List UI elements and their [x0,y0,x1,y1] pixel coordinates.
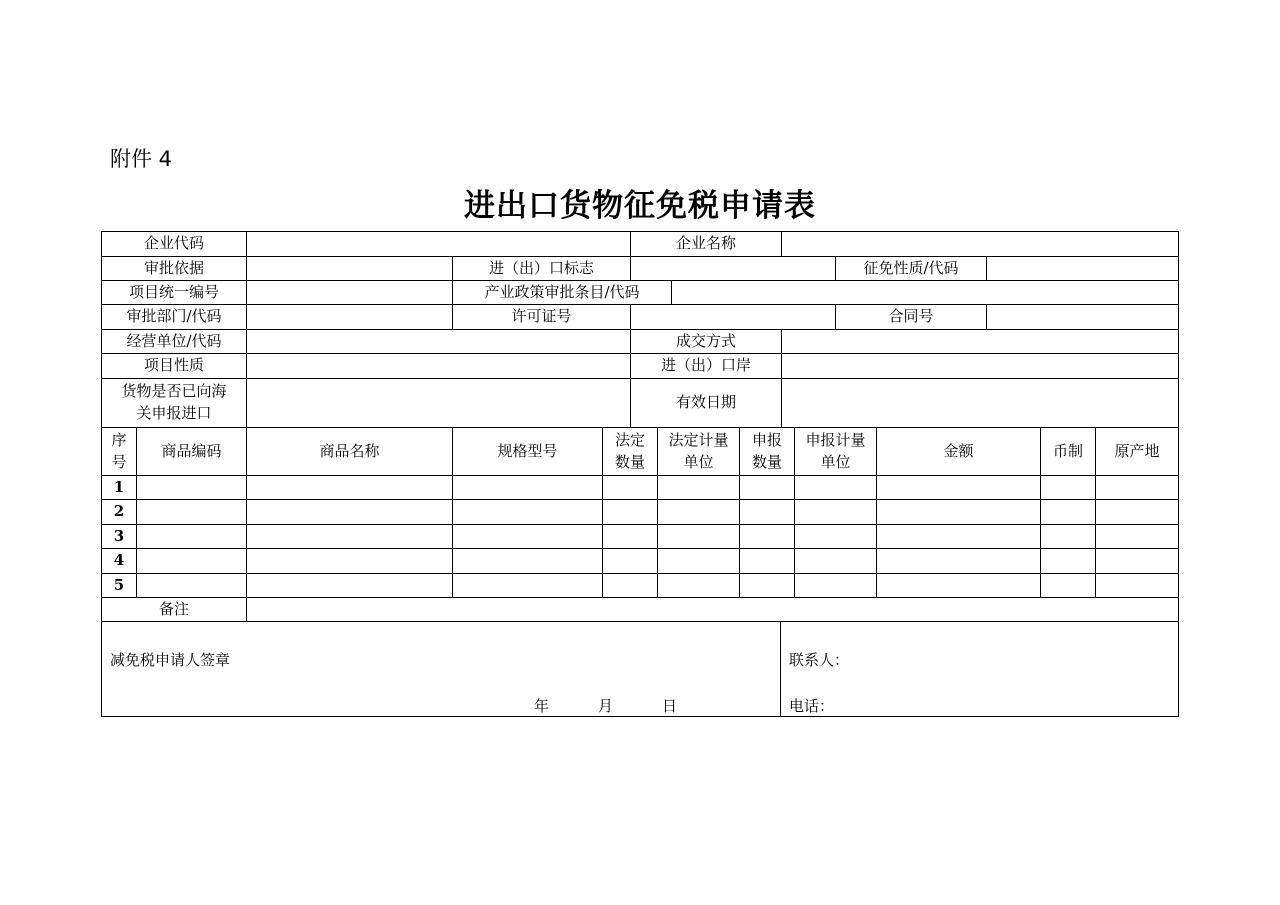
item-goods-code-cell[interactable] [137,525,247,549]
item-decl-unit-cell[interactable] [795,525,877,549]
col-header-legal-qty-line1: 法定 [614,430,645,449]
item-spec-model-cell[interactable] [453,525,603,549]
item-amount-cell[interactable] [877,549,1041,574]
applicant-seal-label: 减免税申请人签章 [110,651,231,669]
item-spec-model-cell[interactable] [453,574,603,598]
item-decl-qty-cell[interactable] [740,574,795,598]
year-label: 年 [534,697,550,715]
row-number: 2 [102,500,137,525]
col-header-legal-unit [658,428,740,476]
declared-to-customs-field[interactable] [247,379,631,428]
attachment-label: 附件 4 [110,147,173,171]
item-origin-cell[interactable] [1096,525,1178,549]
item-goods-code-cell[interactable] [137,549,247,574]
item-amount-cell[interactable] [877,525,1041,549]
col-header-legal-unit-line1: 法定计量 [668,430,729,449]
item-origin-cell[interactable] [1096,500,1178,525]
transaction-mode-label: 成交方式 [631,330,782,354]
license-no-field[interactable] [631,305,836,330]
declared-to-customs-label [102,379,247,428]
day-label: 日 [662,697,678,715]
item-origin-cell[interactable] [1096,476,1178,500]
project-uniform-no-field[interactable] [247,281,453,305]
col-header-decl-qty [740,428,795,476]
item-currency-cell[interactable] [1041,549,1096,574]
contract-no-field[interactable] [987,305,1178,330]
form-title: 进出口货物征免税申请表 [464,188,816,224]
item-legal-qty-cell[interactable] [603,476,658,500]
declared-to-customs-line2: 关申报进口 [136,404,212,422]
item-legal-qty-cell[interactable] [603,574,658,598]
item-goods-name-cell[interactable] [247,525,453,549]
item-legal-qty-cell[interactable] [603,525,658,549]
item-legal-unit-cell[interactable] [658,500,740,525]
industry-policy-label: 产业政策审批条目/代码 [453,281,672,305]
item-currency-cell[interactable] [1041,525,1096,549]
enterprise-name-field[interactable] [782,232,1178,257]
col-header-decl-unit-line2: 单位 [820,452,851,471]
item-currency-cell[interactable] [1041,500,1096,525]
valid-date-field[interactable] [782,379,1178,428]
operating-unit-label: 经营单位/代码 [102,330,247,354]
col-header-goods-code: 商品编码 [137,428,247,476]
item-goods-name-cell[interactable] [247,574,453,598]
transaction-mode-field[interactable] [782,330,1178,354]
item-decl-qty-cell[interactable] [740,525,795,549]
item-decl-unit-cell[interactable] [795,549,877,574]
contact-area[interactable] [781,622,1178,716]
approval-dept-field[interactable] [247,305,453,330]
declared-to-customs-line1: 货物是否已向海 [121,382,227,401]
item-goods-code-cell[interactable] [137,500,247,525]
item-origin-cell[interactable] [1096,549,1178,574]
col-header-seq-line2: 号 [111,452,127,471]
month-label: 月 [598,697,614,715]
item-amount-cell[interactable] [877,476,1041,500]
col-header-decl-qty-line1: 申报 [751,430,782,449]
project-nature-field[interactable] [247,354,631,379]
project-nature-label: 项目性质 [102,354,247,379]
item-goods-code-cell[interactable] [137,476,247,500]
item-legal-qty-cell[interactable] [603,549,658,574]
industry-policy-field[interactable] [672,281,1178,305]
col-header-seq [102,428,137,476]
item-legal-unit-cell[interactable] [658,476,740,500]
item-legal-unit-cell[interactable] [658,549,740,574]
item-decl-unit-cell[interactable] [795,476,877,500]
exemption-nature-label: 征免性质/代码 [836,257,987,281]
io-port-field[interactable] [782,354,1178,379]
enterprise-code-field[interactable] [247,232,631,257]
enterprise-name-label: 企业名称 [631,232,782,257]
item-goods-code-cell[interactable] [137,574,247,598]
approval-dept-label: 审批部门/代码 [102,305,247,330]
col-header-seq-line1: 序 [111,430,127,449]
col-header-legal-unit-line2: 单位 [683,452,714,471]
operating-unit-field[interactable] [247,330,631,354]
item-amount-cell[interactable] [877,500,1041,525]
item-legal-qty-cell[interactable] [603,500,658,525]
license-no-label: 许可证号 [453,305,631,330]
item-goods-name-cell[interactable] [247,476,453,500]
col-header-legal-qty [603,428,658,476]
item-decl-qty-cell[interactable] [740,549,795,574]
project-uniform-no-label: 项目统一编号 [102,281,247,305]
contract-no-label: 合同号 [836,305,987,330]
col-header-goods-name: 商品名称 [247,428,453,476]
row-number: 5 [102,574,137,598]
col-header-decl-unit [795,428,877,476]
item-decl-qty-cell[interactable] [740,476,795,500]
item-amount-cell[interactable] [877,574,1041,598]
approval-basis-label: 审批依据 [102,257,247,281]
io-port-label: 进（出）口岸 [631,354,782,379]
item-spec-model-cell[interactable] [453,500,603,525]
valid-date-label: 有效日期 [631,379,782,428]
item-legal-unit-cell[interactable] [658,525,740,549]
item-goods-name-cell[interactable] [247,549,453,574]
item-currency-cell[interactable] [1041,574,1096,598]
col-header-decl-unit-line1: 申报计量 [805,430,866,449]
remarks-field[interactable] [247,598,1178,622]
item-spec-model-cell[interactable] [453,476,603,500]
item-spec-model-cell[interactable] [453,549,603,574]
row-number: 3 [102,525,137,549]
item-currency-cell[interactable] [1041,476,1096,500]
application-form-table [101,231,1179,717]
item-legal-unit-cell[interactable] [658,574,740,598]
col-header-origin: 原产地 [1096,428,1178,476]
item-origin-cell[interactable] [1096,574,1178,598]
row-number: 4 [102,549,137,574]
col-header-amount: 金额 [877,428,1041,476]
item-decl-qty-cell[interactable] [740,500,795,525]
contact-label: 联系人： [789,651,850,669]
row-number: 1 [102,476,137,500]
item-decl-unit-cell[interactable] [795,574,877,598]
enterprise-code-label: 企业代码 [102,232,247,257]
col-header-spec-model: 规格型号 [453,428,603,476]
col-header-decl-qty-line2: 数量 [751,452,782,471]
applicant-seal-area[interactable] [102,622,781,716]
io-flag-field[interactable] [631,257,836,281]
item-decl-unit-cell[interactable] [795,500,877,525]
item-goods-name-cell[interactable] [247,500,453,525]
phone-label: 电话： [789,697,835,715]
approval-basis-field[interactable] [247,257,453,281]
io-flag-label: 进（出）口标志 [453,257,631,281]
remarks-label: 备注 [102,598,247,622]
exemption-nature-field[interactable] [987,257,1178,281]
col-header-currency: 币制 [1041,428,1096,476]
col-header-legal-qty-line2: 数量 [614,452,645,471]
